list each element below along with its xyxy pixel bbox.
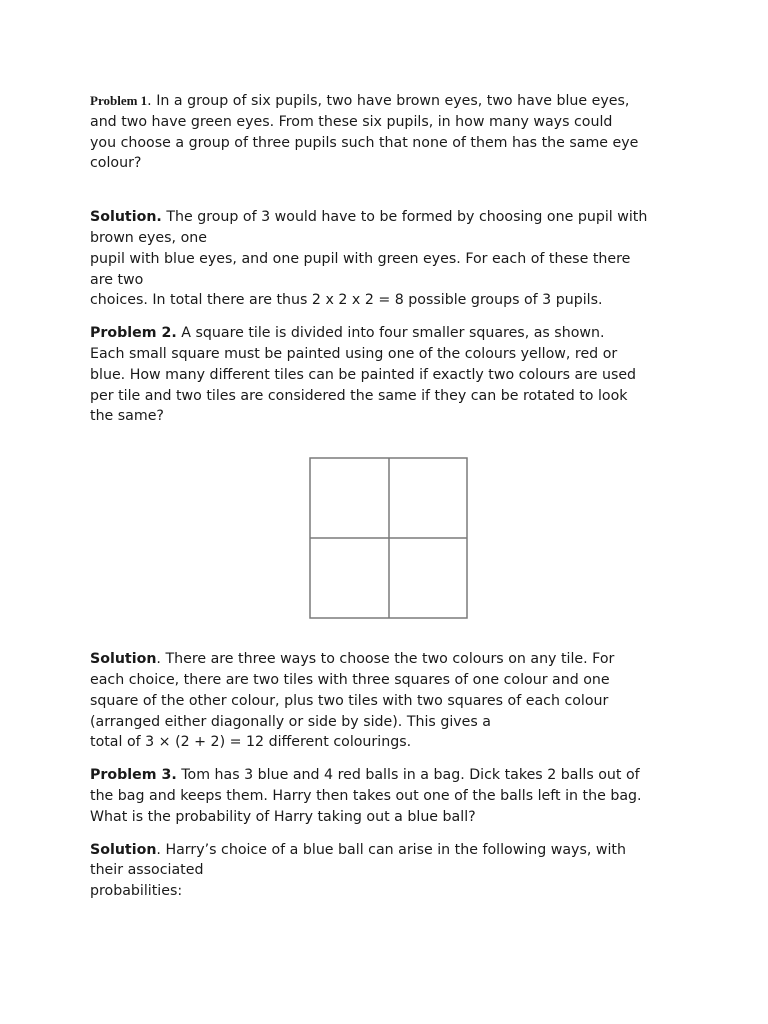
solution-1-text: brown eyes, one — [90, 229, 207, 246]
solution-1-label: Solution. — [90, 209, 162, 226]
problem-2-text: the same? — [90, 408, 164, 425]
solution-2-text: . There are three ways to choose the two colours on any tile. For — [156, 651, 615, 668]
solution-3-text: their associated — [90, 862, 204, 879]
problem-1-text: you choose a group of three pupils such that none of them has the same eye — [90, 134, 639, 151]
solution-1-text: The group of 3 would have to be formed by choosing one pupil with — [161, 209, 648, 226]
solution-2-text: square of the other colour, plus two tiles with two squares of each colour — [90, 692, 609, 709]
problem-2-text: blue. How many different tiles can be painted if exactly two colours are used — [90, 366, 637, 383]
solution-1 — [90, 207, 690, 311]
problem-1-text: and two have green eyes. From these six pupils, in how many ways could — [90, 113, 613, 130]
problem-2-text: per tile and two tiles are considered the same if they can be rotated to look — [90, 387, 628, 404]
problem-1 — [90, 91, 690, 174]
problem-2 — [90, 323, 690, 427]
square-tile-grid-icon — [309, 457, 468, 619]
problem-1-label: Problem 1 — [90, 93, 148, 108]
problem-2-text: A square tile is divided into four smaller squares, as shown. — [176, 325, 605, 342]
solution-2-label: Solution — [90, 651, 157, 668]
solution-2-text: each choice, there are two tiles with three squares of one colour and one — [90, 671, 610, 688]
solution-1-text: pupil with blue eyes, and one pupil with green eyes. For each of these there — [90, 250, 631, 267]
solution-2-text: total of 3 × (2 + 2) = 12 different colourings. — [90, 734, 412, 751]
problem-1-text: colour? — [90, 155, 142, 172]
solution-3-text: . Harry’s choice of a blue ball can arise in the following ways, with — [156, 841, 626, 858]
problem-1-text: . In a group of six pupils, two have brown eyes, two have blue eyes, — [147, 93, 630, 109]
solution-1-text: choices. In total there are thus 2 x 2 x 2 = 8 possible groups of 3 pupils. — [90, 292, 603, 309]
solution-1-text: are two — [90, 271, 144, 288]
problem-2-label: Problem 2. — [90, 325, 177, 342]
solution-3-text: probabilities: — [90, 883, 183, 900]
problem-3-text: What is the probability of Harry taking out a blue ball? — [90, 808, 476, 825]
problem-3-label: Problem 3. — [90, 767, 177, 784]
solution-3-label: Solution — [90, 841, 157, 858]
problem-3-text: Tom has 3 blue and 4 red balls in a bag. Dick takes 2 balls out of — [176, 767, 640, 784]
document-page — [90, 91, 690, 902]
problem-3 — [90, 765, 690, 827]
square-tile-figure — [309, 457, 468, 619]
problem-2-text: Each small square must be painted using one of the colours yellow, red or — [90, 345, 618, 362]
problem-3-text: the bag and keeps them. Harry then takes out one of the balls left in the bag. — [90, 787, 642, 804]
solution-2-text: (arranged either diagonally or side by side). This gives a — [90, 713, 491, 730]
solution-3 — [90, 840, 690, 902]
solution-2 — [90, 649, 690, 753]
